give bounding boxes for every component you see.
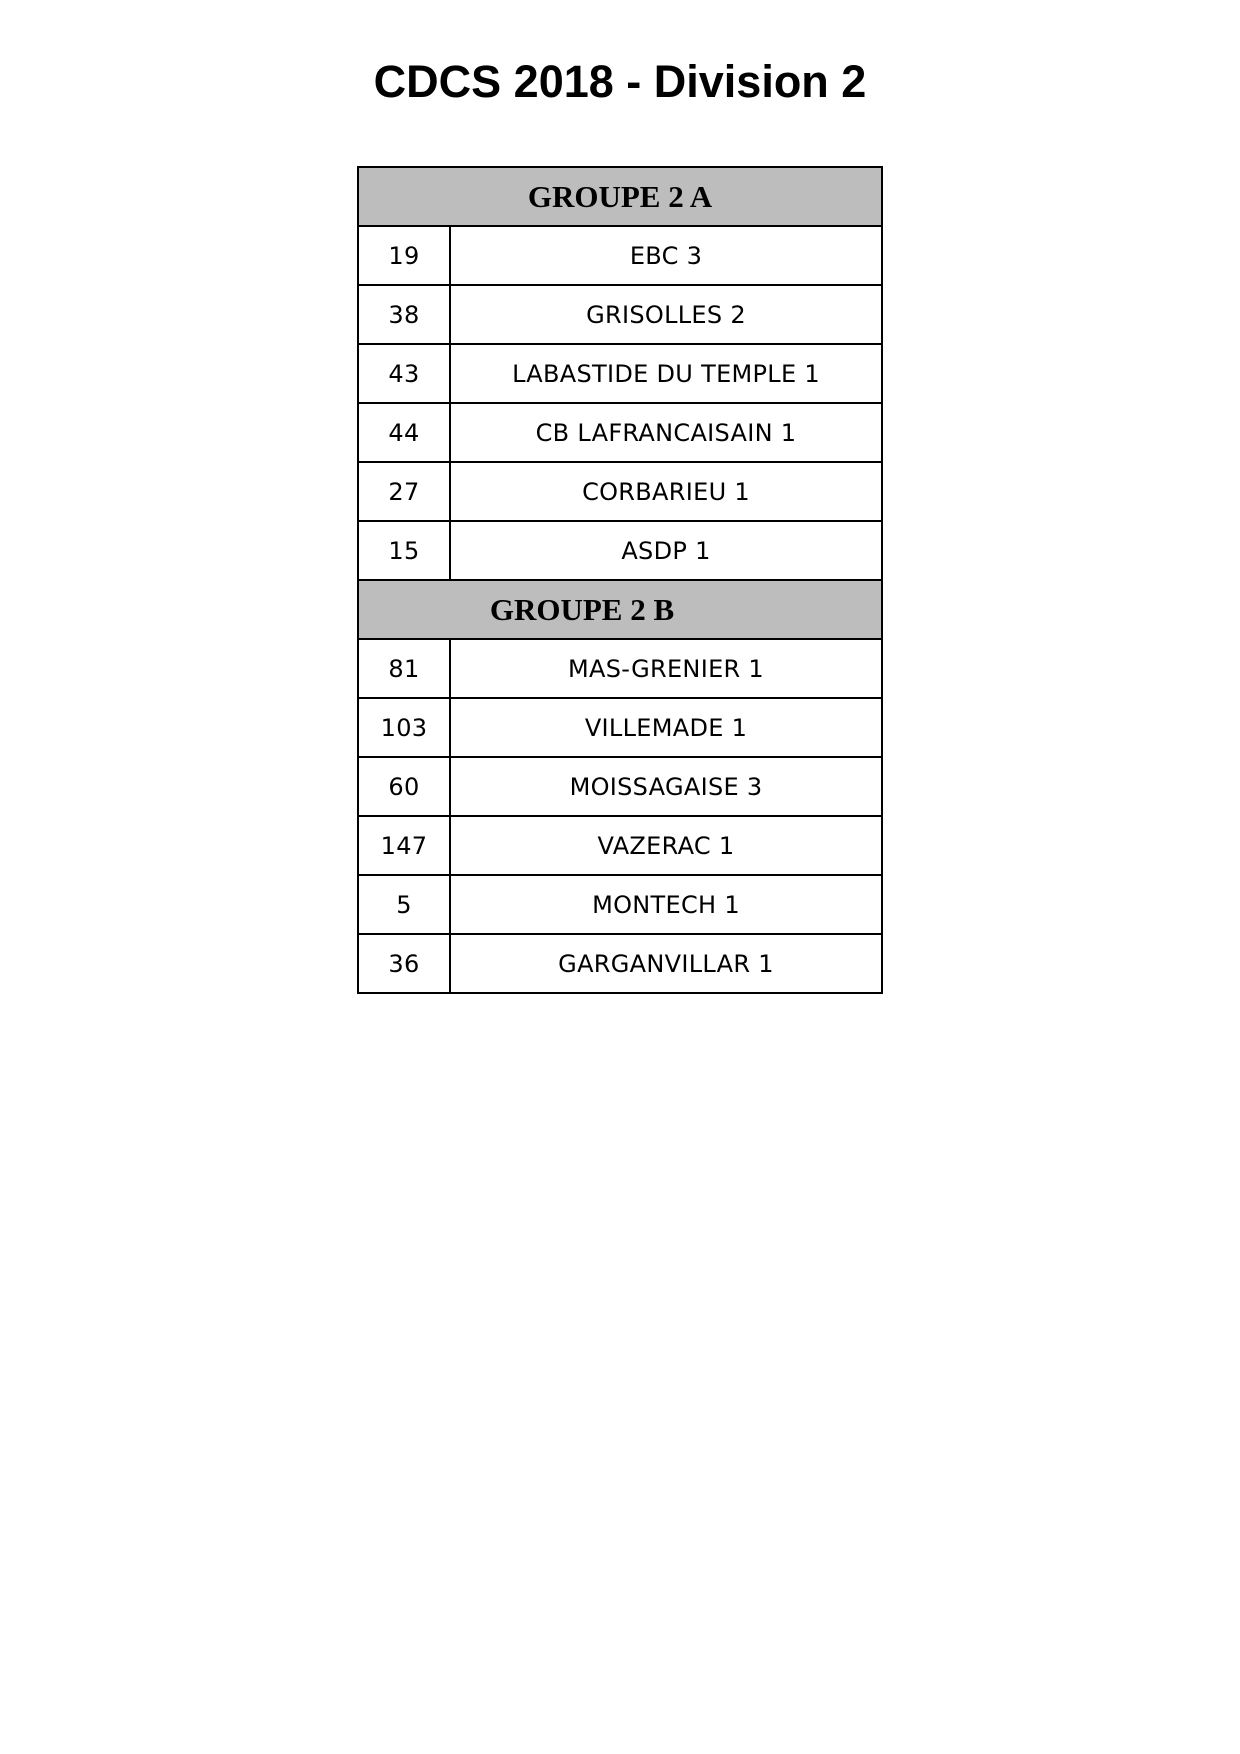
team-number: 44 bbox=[358, 403, 450, 462]
group-header-2a bbox=[358, 167, 882, 226]
group-header-2b bbox=[358, 580, 882, 639]
team-number: 43 bbox=[358, 344, 450, 403]
team-number: 103 bbox=[358, 698, 450, 757]
team-number: 60 bbox=[358, 757, 450, 816]
team-number: 5 bbox=[358, 875, 450, 934]
team-name: ASDP 1 bbox=[450, 521, 882, 580]
team-name: CB LAFRANCAISAIN 1 bbox=[450, 403, 882, 462]
table-row bbox=[358, 285, 882, 344]
table-row bbox=[358, 757, 882, 816]
team-name: MOISSAGAISE 3 bbox=[450, 757, 882, 816]
team-name: MAS-GRENIER 1 bbox=[450, 639, 882, 698]
team-name: VILLEMADE 1 bbox=[450, 698, 882, 757]
team-number: 147 bbox=[358, 816, 450, 875]
team-name: LABASTIDE DU TEMPLE 1 bbox=[450, 344, 882, 403]
table-row bbox=[358, 344, 882, 403]
table-row bbox=[358, 403, 882, 462]
table-row bbox=[358, 875, 882, 934]
team-name: GARGANVILLAR 1 bbox=[450, 934, 882, 993]
team-number: 27 bbox=[358, 462, 450, 521]
team-name: GRISOLLES 2 bbox=[450, 285, 882, 344]
team-number: 15 bbox=[358, 521, 450, 580]
team-number: 36 bbox=[358, 934, 450, 993]
table-row bbox=[358, 462, 882, 521]
table-row bbox=[358, 934, 882, 993]
table-row bbox=[358, 639, 882, 698]
table-row bbox=[358, 816, 882, 875]
group-title: GROUPE 2 B bbox=[358, 580, 882, 639]
page-title: CDCS 2018 - Division 2 bbox=[373, 56, 867, 107]
group-title: GROUPE 2 A bbox=[358, 167, 882, 226]
team-name: MONTECH 1 bbox=[450, 875, 882, 934]
groups-table bbox=[357, 166, 883, 994]
team-number: 19 bbox=[358, 226, 450, 285]
team-number: 38 bbox=[358, 285, 450, 344]
team-number: 81 bbox=[358, 639, 450, 698]
table-row bbox=[358, 521, 882, 580]
team-name: VAZERAC 1 bbox=[450, 816, 882, 875]
team-name: EBC 3 bbox=[450, 226, 882, 285]
table-row bbox=[358, 698, 882, 757]
table-row bbox=[358, 226, 882, 285]
team-name: CORBARIEU 1 bbox=[450, 462, 882, 521]
